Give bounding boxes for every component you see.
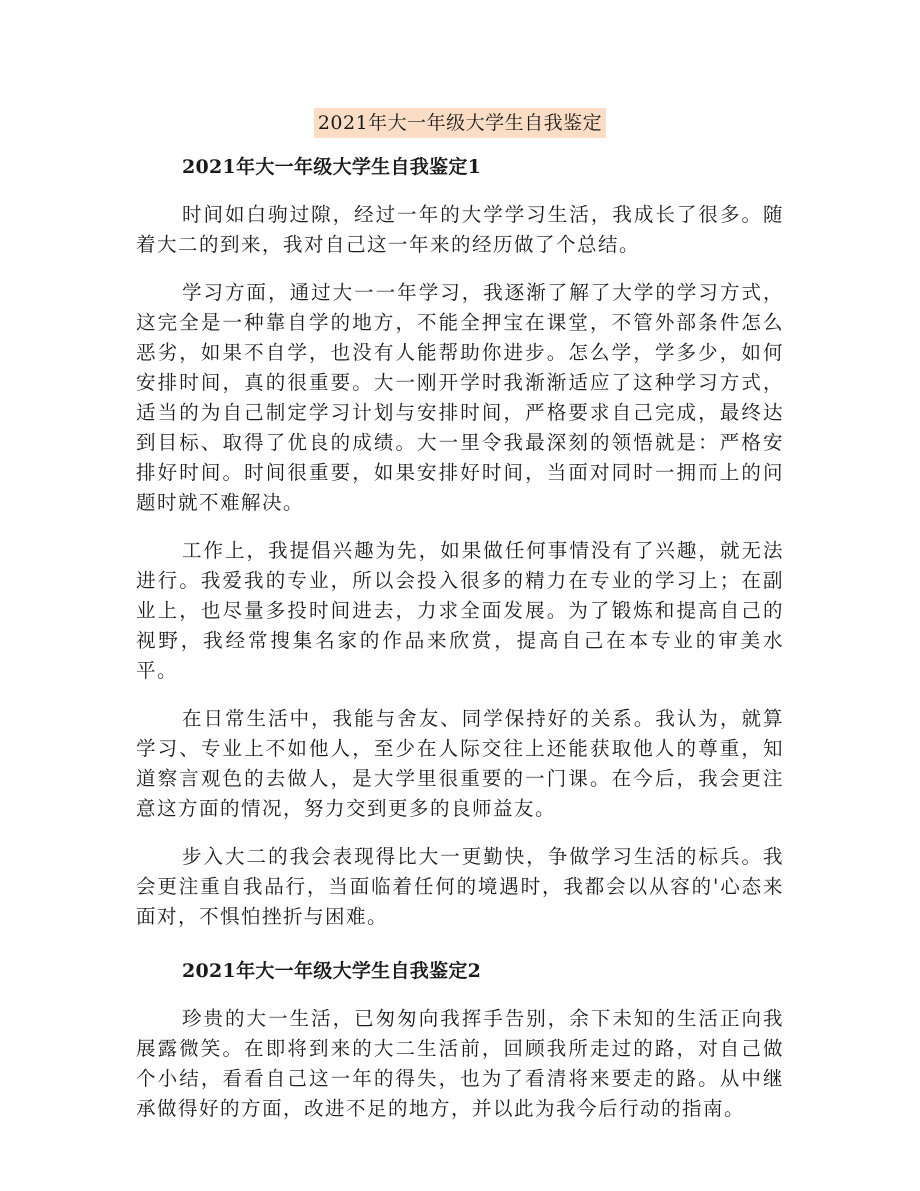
document-title: 2021年大一年级大学生自我鉴定 xyxy=(314,108,606,138)
document-body xyxy=(136,152,784,1142)
paragraph: 时间如白驹过隙，经过一年的大学学习生活，我成长了很多。随着大二的到来，我对自己这一年来的经历做了个总结。 xyxy=(136,203,784,256)
paragraph: 在日常生活中，我能与舍友、同学保持好的关系。我认为，就算学习、专业上不如他人，至少在人际交往上还能获取他人的尊重，知道察言观色的去做人，是大学里很重要的一门课。在今后，我会更注意这方面的情况，努力交到更多的良师益友。 xyxy=(136,707,784,820)
paragraph: 工作上，我提倡兴趣为先，如果做任何事情没有了兴趣，就无法进行。我爱我的专业，所以会投入很多的精力在专业的学习上；在副业上，也尽量多投时间进去，力求全面发展。为了锻炼和提高自己的视野，我经常搜集名家的作品来欣赏，提高自己在本专业的审美水平。 xyxy=(136,539,784,682)
section-heading-2: 2021年大一年级大学生自我鉴定2 xyxy=(182,960,482,982)
paragraph: 步入大二的我会表现得比大一更勤快，争做学习生活的标兵。我会更注重自我品行，当面临着任何的境遇时，我都会以从容的'心态来面对，不惧怕挫折与困难。 xyxy=(136,845,784,928)
paragraph: 珍贵的大一生活，已匆匆向我挥手告别，余下未知的生活正向我展露微笑。在即将到来的大二生活前，回顾我所走过的路，对自己做个小结，看看自己这一年的得失，也为了看清将来要走的路。从中继承做得好的方面，改进不足的地方，并以此为我今后行动的指南。 xyxy=(136,1007,784,1120)
title-row xyxy=(0,108,920,138)
paragraph: 学习方面，通过大一一年学习，我逐渐了解了大学的学习方式，这完全是一种靠自学的地方，不能全押宝在课堂，不管外部条件怎么恶劣，如果不自学，也没有人能帮助你进步。怎么学，学多少，如何安排时间，真的很重要。大一刚开学时我渐渐适应了这种学习方式，适当的为自己制定学习计划与安排时间，严格要求自己完成，最终达到目标、取得了优良的成绩。大一里令我最深刻的领悟就是：严格安排好时间。时间很重要，如果安排好时间，当面对同时一拥而上的问题时就不难解决。 xyxy=(136,281,784,514)
section-heading-1: 2021年大一年级大学生自我鉴定1 xyxy=(182,156,482,178)
